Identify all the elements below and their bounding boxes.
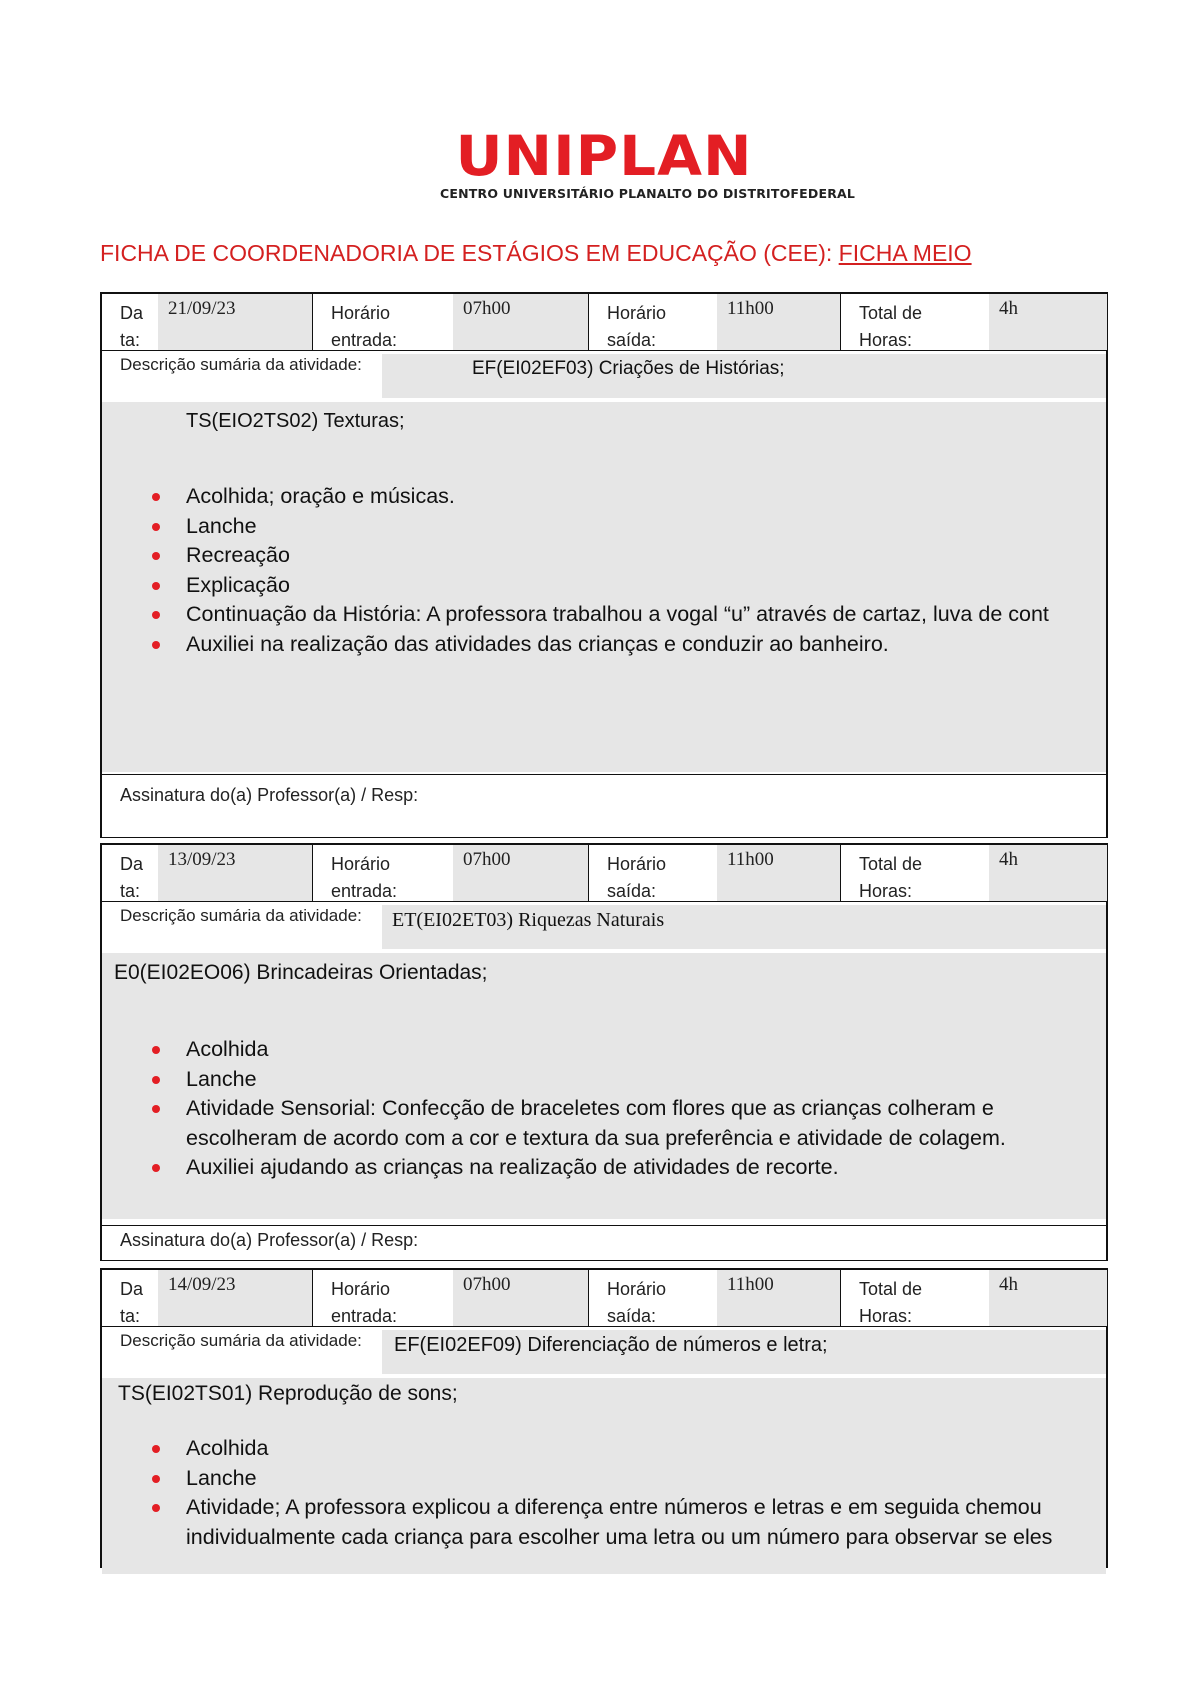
total-label: Total de Horas: [859,854,923,901]
uniplan-logo [440,123,856,201]
entry-label: Horário entrada: [331,303,398,350]
list-item: Lanche [146,1464,1092,1494]
description-label: Descrição sumária da atividade: [120,355,362,374]
list-item: Continuação da História: A professora trabalhou a vogal “u” através de cartaz, luva de cont [146,600,1092,630]
bullet-icon [152,552,160,560]
description-row [102,901,1106,949]
signature-row [102,1225,1106,1260]
bullet-icon [152,523,160,531]
activity-subtitle: E0(EI02EO06) Brincadeiras Orientadas; [114,961,488,984]
logo-wordmark: UNIPLAN [455,123,753,189]
list-item: Recreação [146,541,1092,571]
logo-subtitle: CENTRO UNIVERSITÁRIO PLANALTO DO DISTRITOFEDERAL [440,186,856,201]
total-value: 4h [989,1270,1107,1326]
list-item: Explicação [146,571,1092,601]
exit-label: Horário saída: [607,303,667,350]
activity-body [102,402,1106,772]
entry-value: 07h00 [453,845,589,901]
list-item: Acolhida; oração e músicas. [146,482,1092,512]
record-header-row [102,1270,1106,1327]
bullet-icon [152,1475,160,1483]
bullet-icon [152,1046,160,1054]
document-title [100,240,972,267]
record-header-row [102,845,1106,902]
list-item: Atividade; A professora explicou a diferença entre números e letras e em seguida chemou individualmente cada criança para escolher uma letra ou um número para observar se eles [146,1493,1092,1552]
description-label: Descrição sumária da atividade: [120,1331,362,1350]
total-value: 4h [989,294,1107,350]
bullet-icon [152,493,160,501]
bullet-icon [152,1164,160,1172]
entry-label: Horário entrada: [331,1279,398,1326]
signature-row [102,774,1106,837]
date-label: Da ta: [120,303,144,350]
date-value: 14/09/23 [158,1270,312,1326]
exit-label: Horário saída: [607,1279,667,1326]
bullet-icon [152,1105,160,1113]
list-item: Acolhida [146,1035,1092,1065]
activity-subtitle: TS(EIO2TS02) Texturas; [186,410,405,432]
record-header-row [102,294,1106,351]
entry-value: 07h00 [453,294,589,350]
description-value: EF(EI02EF09) Diferenciação de números e letra; [394,1334,828,1356]
list-item: Auxiliei na realização das atividades das crianças e conduzir ao banheiro. [146,630,1092,660]
list-item: Atividade Sensorial: Confecção de braceletes com flores que as crianças colheram e escolheram de acordo com a cor e textura da sua preferência e atividade de colagem. [146,1094,1092,1153]
list-item: Lanche [146,512,1092,542]
bullet-icon [152,582,160,590]
bullet-icon [152,1445,160,1453]
title-main: FICHA DE COORDENADORIA DE ESTÁGIOS EM EDUCAÇÃO (CEE): [100,240,833,266]
description-value: ET(EI02ET03) Riquezas Naturais [392,909,665,931]
total-value: 4h [989,845,1107,901]
record-card-3 [100,1268,1108,1568]
title-highlight: FICHA MEIO [838,240,972,266]
signature-label: Assinatura do(a) Professor(a) / Resp: [120,1230,419,1250]
activity-list [146,482,1092,659]
bullet-icon [152,641,160,649]
description-value: EF(EI02EF03) Criações de Histórias; [472,358,785,379]
activity-subtitle: TS(EI02TS01) Reprodução de sons; [118,1382,458,1405]
date-value: 21/09/23 [158,294,312,350]
activity-list [146,1434,1092,1552]
exit-value: 11h00 [717,1270,841,1326]
activity-body [102,953,1106,1219]
record-card-1 [100,292,1108,838]
bullet-icon [152,1504,160,1512]
description-row [102,350,1106,398]
record-card-2 [100,843,1108,1261]
date-label: Da ta: [120,1279,144,1326]
list-item: Auxiliei ajudando as crianças na realização de atividades de recorte. [146,1153,1092,1183]
activity-body [102,1378,1106,1574]
description-row [102,1326,1106,1374]
list-item: Lanche [146,1065,1092,1095]
entry-label: Horário entrada: [331,854,398,901]
description-label: Descrição sumária da atividade: [120,906,362,925]
date-value: 13/09/23 [158,845,312,901]
date-label: Da ta: [120,854,144,901]
exit-value: 11h00 [717,294,841,350]
entry-value: 07h00 [453,1270,589,1326]
total-label: Total de Horas: [859,303,923,350]
bullet-icon [152,611,160,619]
bullet-icon [152,1076,160,1084]
list-item: Acolhida [146,1434,1092,1464]
exit-value: 11h00 [717,845,841,901]
exit-label: Horário saída: [607,854,667,901]
signature-label: Assinatura do(a) Professor(a) / Resp: [120,785,419,805]
total-label: Total de Horas: [859,1279,923,1326]
activity-list [146,1035,1092,1183]
